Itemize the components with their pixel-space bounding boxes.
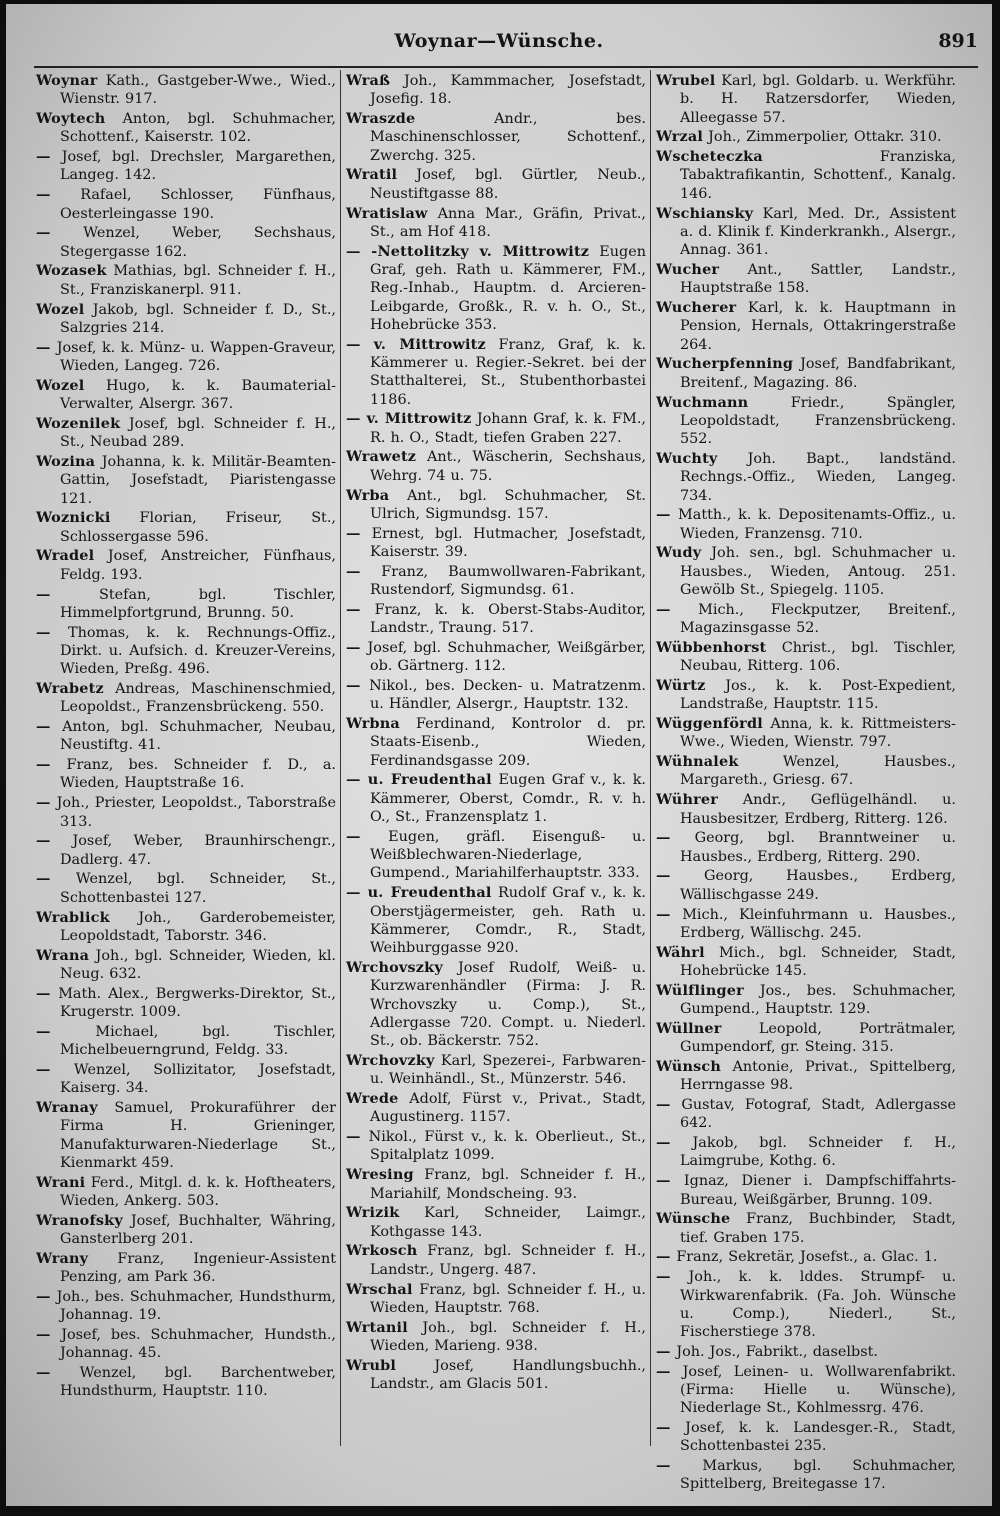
entry-surname: Wrba bbox=[346, 486, 390, 504]
directory-entry bbox=[656, 1363, 956, 1418]
directory-entry bbox=[346, 1052, 646, 1089]
directory-entry bbox=[36, 1023, 336, 1060]
entry-details: Ant., Wäscherin, Sechshaus, Wehrg. 74 u. 75. bbox=[370, 449, 646, 484]
entry-surname: — bbox=[656, 1342, 677, 1360]
entry-surname: Wrawetz bbox=[346, 448, 417, 466]
entry-details: Florian, Friseur, St., Schlossergasse 596. bbox=[60, 510, 336, 545]
directory-entry bbox=[346, 771, 646, 826]
entry-details: Rudolf Graf v., k. k. Oberstjägermeister, geh. Rath u. Kämmerer, Comdr., R., Stadt, Weihburggasse 920. bbox=[370, 885, 646, 957]
entry-surname: Wrubel bbox=[656, 72, 716, 89]
entry-details: Joh., k. k. lddes. Strumpf- u. Wirkwarenfabrik. (Fa. Joh. Wünsche u. Comp.), Niederl., St., Fischerstiege 378. bbox=[680, 1269, 956, 1341]
entry-details: Michael, bgl. Tischler, Michelbeuerngrund, Feldg. 33. bbox=[60, 1023, 336, 1059]
entry-surname: Wratislaw bbox=[346, 204, 428, 222]
entry-details: Joh. Bapt., landständ. Rechngs.-Offiz., Wieden, Langeg. 734. bbox=[680, 450, 957, 504]
directory-entry bbox=[346, 828, 646, 883]
entry-surname: — u. Freudenthal bbox=[346, 771, 492, 789]
directory-entry bbox=[346, 1204, 646, 1241]
directory-entry bbox=[36, 262, 336, 299]
directory-entry bbox=[346, 1166, 646, 1203]
entry-details: Mich., Kleinfuhrmann u. Hausbes., Erdberg, Wällischg. 245. bbox=[680, 906, 956, 941]
entry-details: Samuel, Prokuraführer der Firma H. Grieninger, Manufakturwaren-Niederlage St., Kienmarkt 459. bbox=[60, 1100, 336, 1171]
entry-surname: Wratil bbox=[346, 166, 398, 184]
entry-surname: — u. Freudenthal bbox=[346, 884, 492, 902]
entry-surname: — bbox=[656, 1172, 684, 1190]
entry-surname: — bbox=[346, 827, 389, 845]
directory-entry bbox=[346, 1242, 646, 1279]
directory-entry bbox=[656, 128, 956, 146]
directory-entry bbox=[346, 410, 646, 447]
directory-entry bbox=[346, 1319, 646, 1356]
directory-entry bbox=[36, 794, 336, 831]
entry-details: Josef, Handlungsbuchh., Landstr., am Glacis 501. bbox=[370, 1357, 646, 1392]
entry-details: Markus, bgl. Schuhmacher, Spittelberg, Breitegasse 17. bbox=[680, 1458, 956, 1493]
directory-entry bbox=[36, 985, 336, 1022]
directory-entry bbox=[656, 601, 956, 638]
directory-entry bbox=[36, 509, 336, 546]
entry-surname: — v. Mittrowitz bbox=[346, 410, 472, 428]
entry-details: Joh., bes. Schuhmacher, Hundsthurm, Johannag. 19. bbox=[56, 1289, 336, 1324]
entry-surname: — bbox=[36, 756, 67, 774]
entry-surname: — bbox=[36, 984, 59, 1002]
entry-details: Josef, k. k. Münz- u. Wappen-Graveur, Wieden, Langeg. 726. bbox=[56, 339, 337, 374]
directory-entry bbox=[346, 715, 646, 770]
entry-details: Ernest, bgl. Hutmacher, Josefstadt, Kaiserstr. 39. bbox=[370, 525, 646, 560]
entry-surname: — bbox=[656, 600, 699, 618]
entry-surname: Wrchovzky bbox=[346, 1051, 435, 1069]
entry-surname: — bbox=[346, 524, 372, 542]
entry-surname: Währl bbox=[656, 943, 705, 961]
directory-entry bbox=[346, 677, 646, 714]
directory-entry bbox=[346, 601, 646, 638]
directory-entry bbox=[656, 906, 956, 943]
directory-entry bbox=[36, 186, 336, 223]
entry-details: Joh., bgl. Schneider, Wieden, kl. Neug. 632. bbox=[60, 947, 336, 982]
entry-details: Joh., Priester, Leopoldst., Taborstraße 313. bbox=[56, 795, 336, 830]
directory-entry bbox=[36, 453, 336, 508]
entry-details: Rafael, Schlosser, Fünfhaus, Oesterleingasse 190. bbox=[60, 187, 336, 222]
entry-surname: Wuchty bbox=[656, 449, 718, 467]
entry-details: Wenzel, bgl. Schneider, St., Schottenbastei 127. bbox=[60, 871, 336, 906]
directory-entry bbox=[346, 110, 646, 165]
directory-entry bbox=[656, 299, 956, 354]
entry-surname: — bbox=[36, 186, 81, 204]
entry-surname: Wüggenfördl bbox=[656, 715, 763, 733]
directory-page bbox=[6, 4, 992, 1506]
directory-entry bbox=[36, 756, 336, 793]
directory-entry bbox=[36, 377, 336, 414]
entry-details: Kath., Gastgeber-Wwe., Wied., Wienstr. 917. bbox=[60, 73, 337, 108]
directory-entry bbox=[346, 525, 646, 562]
directory-entry bbox=[36, 224, 336, 261]
entry-details: Franz, Buchbinder, Stadt, tief. Graben 175. bbox=[680, 1211, 956, 1246]
entry-details: Josef, k. k. Landesger.-R., Stadt, Schottenbastei 235. bbox=[680, 1420, 956, 1455]
entry-details: Josef, bgl. Schneider f. H., St., Neubad 289. bbox=[60, 415, 337, 451]
directory-entry bbox=[656, 355, 956, 392]
entry-surname: — bbox=[656, 1134, 693, 1152]
entry-details: Franz, bgl. Schneider f. H., Mariahilf, Mondscheing. 93. bbox=[370, 1167, 646, 1202]
entry-surname: — bbox=[346, 600, 375, 618]
entry-details: Ant., bgl. Schuhmacher, St. Ulrich, Sigmundsg. 157. bbox=[370, 487, 647, 522]
entry-surname: Wresing bbox=[346, 1166, 414, 1184]
page-number: 891 bbox=[938, 30, 978, 52]
entry-details: Hugo, k. k. Baumaterial-Verwalter, Alsergr. 367. bbox=[60, 377, 336, 413]
directory-entry bbox=[656, 1134, 956, 1171]
directory-entry bbox=[346, 166, 646, 203]
directory-entry bbox=[656, 791, 956, 828]
entry-surname: Wucher bbox=[656, 260, 720, 278]
entry-surname: Wrtanil bbox=[346, 1318, 408, 1336]
entry-surname: Wrany bbox=[36, 1249, 89, 1267]
entry-details: Franziska, Tabaktrafikantin, Schottenf., Kanalg. 146. bbox=[680, 149, 956, 202]
entry-details: Joh., Kammmacher, Josefstadt, Josefig. 18. bbox=[370, 73, 647, 108]
entry-surname: Wrzal bbox=[656, 128, 704, 146]
entry-details: Josef, Bandfabrikant, Breitenf., Magazing. 86. bbox=[680, 356, 956, 391]
entry-surname: Woznicki bbox=[36, 509, 111, 527]
entry-details: Wenzel, Hausbes., Margareth., Griesg. 67. bbox=[680, 754, 957, 789]
entry-surname: — bbox=[36, 338, 57, 356]
entry-surname: Wschiansky bbox=[656, 204, 754, 222]
entry-surname: Wradel bbox=[36, 547, 95, 565]
entry-details: Josef, Buchhalter, Währing, Gansterlberg 201. bbox=[60, 1212, 337, 1248]
entry-surname: Wrana bbox=[36, 946, 90, 964]
entry-details: Wenzel, Sollizitator, Josefstadt, Kaiserg. 34. bbox=[60, 1061, 336, 1097]
entry-surname: — v. Mittrowitz bbox=[346, 335, 486, 353]
entry-surname: — bbox=[656, 1096, 682, 1114]
entry-details: Karl, Schneider, Laimgr., Kothgasse 143. bbox=[370, 1205, 647, 1240]
directory-entry bbox=[656, 944, 956, 981]
directory-entry bbox=[36, 870, 336, 907]
directory-entry bbox=[36, 1212, 336, 1249]
entry-details: Joh., bgl. Schneider f. H., Wieden, Marieng. 938. bbox=[370, 1319, 646, 1354]
entry-surname: Wührer bbox=[656, 791, 719, 809]
entry-details: Josef, Anstreicher, Fünfhaus, Feldg. 193. bbox=[60, 548, 336, 583]
directory-entry bbox=[346, 1128, 646, 1165]
entry-details: Adolf, Fürst v., Privat., Stadt, Augustinerg. 1157. bbox=[370, 1091, 646, 1126]
entry-details: Joh. Jos., Fabrikt., daselbst. bbox=[676, 1343, 878, 1360]
entry-details: Franz, Graf, k. k. Kämmerer u. Regier.-Sekret. bei der Statthalterei, St., Stubenthorbastei 1186. bbox=[370, 336, 646, 408]
directory-entry bbox=[346, 336, 646, 409]
directory-entry bbox=[656, 1268, 956, 1341]
entry-surname: Wrchovszky bbox=[346, 958, 443, 976]
entry-details: Georg, bgl. Branntweiner u. Hausbes., Erdberg, Ritterg. 290. bbox=[680, 830, 956, 865]
entry-surname: Wozina bbox=[36, 452, 96, 470]
entry-details: Karl, k. k. Hauptmann in Pension, Hernals, Ottakringerstraße 264. bbox=[680, 300, 956, 353]
directory-entry bbox=[36, 586, 336, 623]
entry-details: Karl, Spezerei-, Farbwaren- u. Weinhändl., St., Münzerstr. 546. bbox=[370, 1052, 646, 1088]
entry-details: Josef, Weber, Braunhirschengr., Dadlerg. 47. bbox=[60, 833, 336, 868]
directory-entry bbox=[36, 1326, 336, 1363]
directory-entry bbox=[346, 1281, 646, 1318]
column-1 bbox=[36, 72, 336, 1402]
entry-surname: — bbox=[36, 832, 73, 850]
entry-details: Wenzel, bgl. Barchentweber, Hundsthurm, Hauptstr. 110. bbox=[60, 1365, 336, 1400]
entry-details: Anna Mar., Gräfin, Privat., St., am Hof 418. bbox=[370, 205, 646, 240]
entry-details: Karl, bgl. Goldarb. u. Werkführ. b. H. Ratzersdorfer, Wieden, Alleegasse 57. bbox=[680, 73, 956, 126]
column-divider bbox=[340, 70, 341, 1446]
entry-surname: Wünsche bbox=[656, 1210, 731, 1228]
entry-details: Jos., bes. Schuhmacher, Gumpend., Hauptstr. 129. bbox=[680, 982, 957, 1018]
directory-entry bbox=[36, 148, 336, 185]
directory-entry bbox=[656, 1096, 956, 1133]
directory-entry bbox=[346, 448, 646, 485]
entry-surname: Wozel bbox=[36, 376, 85, 394]
entry-surname: — bbox=[656, 829, 695, 847]
directory-entry bbox=[656, 715, 956, 752]
entry-surname: Wrizik bbox=[346, 1204, 400, 1222]
directory-entry bbox=[346, 243, 646, 334]
entry-surname: — bbox=[36, 224, 84, 242]
entry-details: Franz, Ingenieur-Assistent Penzing, am Park 36. bbox=[60, 1250, 336, 1286]
directory-entry bbox=[346, 205, 646, 242]
directory-entry bbox=[346, 1357, 646, 1394]
entry-details: Karl, Med. Dr., Assistent a. d. Klinik f. Kinderkrankh., Alsergr., Annag. 361. bbox=[680, 205, 956, 259]
entry-details: Nikol., Fürst v., k. k. Oberlieut., St., Spitalplatz 1099. bbox=[368, 1129, 646, 1164]
entry-details: Eugen Graf, geh. Rath u. Kämmerer, FM., Reg.-Inhab., Hauptm. d. Arcieren-Leibgarde, Großk., R. v. h. O., St., Hohebrücke 353. bbox=[370, 243, 647, 333]
entry-surname: — bbox=[656, 1248, 677, 1266]
directory-entry bbox=[656, 544, 956, 599]
entry-details: Antonie, Privat., Spittelberg, Herrngasse 98. bbox=[680, 1058, 956, 1094]
entry-surname: — bbox=[656, 506, 679, 524]
entry-surname: Würtz bbox=[656, 677, 706, 694]
entry-details: Eugen Graf v., k. k. Kämmerer, Oberst, Comdr., R. v. h. O., St., Franzensplatz 1. bbox=[370, 772, 646, 826]
entry-surname: Wudy bbox=[656, 544, 702, 562]
directory-entry bbox=[656, 1343, 956, 1361]
directory-entry bbox=[36, 72, 336, 109]
entry-surname: Wrani bbox=[36, 1173, 86, 1191]
directory-entry bbox=[36, 947, 336, 984]
entry-surname: Wozasek bbox=[36, 262, 107, 280]
entry-surname: — bbox=[36, 1326, 62, 1344]
entry-details: Andr., bes. Maschinenschlosser, Schottenf., Zwerchg. 325. bbox=[370, 111, 646, 164]
directory-entry bbox=[36, 1364, 336, 1401]
header-rule bbox=[34, 66, 978, 68]
entry-surname: — bbox=[36, 585, 100, 603]
entry-surname: Wrede bbox=[346, 1090, 399, 1108]
entry-details: Joh. sen., bgl. Schuhmacher u. Hausbes., Wieden, Antoug. 251. Gewölb St., Spiegelg. 1105. bbox=[680, 545, 956, 599]
directory-entry bbox=[36, 1099, 336, 1172]
entry-surname: Wucherer bbox=[656, 299, 737, 317]
entry-surname: — bbox=[346, 677, 370, 694]
entry-details: Josef, Leinen- u. Wollwarenfabrikt. (Firma: Hielle u. Wünsche), Niederlage St., Kohlmessrg. 476. bbox=[680, 1363, 956, 1417]
page-header bbox=[6, 30, 992, 64]
entry-surname: — bbox=[36, 148, 62, 166]
entry-details: Andr., Geflügelhändl. u. Hausbesitzer, Erdberg, Ritterg. 126. bbox=[680, 792, 956, 827]
entry-surname: — bbox=[656, 1268, 689, 1286]
entry-details: Franz, bgl. Schneider f. H., u. Wieden, Hauptstr. 768. bbox=[370, 1281, 647, 1316]
directory-entry bbox=[656, 1457, 956, 1494]
entry-details: Georg, Hausbes., Erdberg, Wällischgasse 249. bbox=[680, 868, 956, 903]
entry-details: Christ., bgl. Tischler, Neubau, Ritterg. 106. bbox=[680, 639, 956, 675]
directory-entry bbox=[656, 677, 956, 714]
directory-entry bbox=[656, 1172, 956, 1209]
entry-details: Josef, bgl. Schuhmacher, Weißgärber, ob. Gärtnerg. 112. bbox=[367, 639, 646, 675]
entry-details: Andreas, Maschinenschmied, Leopoldst., Franzensbrückeng. 550. bbox=[60, 681, 337, 716]
entry-surname: Wübbenhorst bbox=[656, 638, 767, 656]
directory-entry bbox=[656, 506, 956, 543]
column-2 bbox=[346, 72, 646, 1395]
entry-surname: Wranay bbox=[36, 1099, 98, 1117]
entry-details: Joh., Zimmerpolier, Ottakr. 310. bbox=[708, 129, 942, 146]
entry-surname: — -Nettolitzky v. Mittrowitz bbox=[346, 242, 590, 260]
directory-entry bbox=[36, 301, 336, 338]
entry-details: Johanna, k. k. Militär-Beamten-Gattin, Josefstadt, Piaristengasse 121. bbox=[60, 453, 337, 507]
entry-details: Friedr., Spängler, Leopoldstadt, Franzensbrückeng. 552. bbox=[680, 394, 956, 448]
entry-surname: — bbox=[656, 1419, 686, 1437]
entry-surname: Woytech bbox=[36, 110, 106, 128]
directory-entry bbox=[36, 339, 336, 376]
entry-surname: — bbox=[656, 1362, 683, 1380]
entry-surname: Wrbna bbox=[346, 715, 400, 733]
directory-entry bbox=[656, 148, 956, 203]
directory-entry bbox=[346, 639, 646, 676]
directory-entry bbox=[656, 205, 956, 260]
entry-details: Ignaz, Diener i. Dampfschiffahrts-Bureau, Weißgärber, Brunng. 109. bbox=[680, 1173, 956, 1208]
entry-details: Josef, bes. Schuhmacher, Hundsth., Johannag. 45. bbox=[60, 1327, 336, 1362]
entry-surname: Wozel bbox=[36, 300, 85, 318]
entry-surname: Woynar bbox=[36, 72, 98, 89]
entry-details: Leopold, Porträtmaler, Gumpendorf, gr. Steing. 315. bbox=[680, 1020, 956, 1056]
directory-entry bbox=[656, 1248, 956, 1266]
entry-details: Franz, Sekretär, Josefst., a. Glac. 1. bbox=[676, 1249, 938, 1266]
entry-surname: Wrkosch bbox=[346, 1242, 418, 1260]
entry-details: Nikol., bes. Decken- u. Matratzenm. u. Händler, Alsergr., Hauptstr. 132. bbox=[369, 678, 646, 713]
entry-details: Joh., Garderobemeister, Leopoldstadt, Taborstr. 346. bbox=[60, 909, 336, 944]
directory-entry bbox=[346, 884, 646, 957]
entry-details: Josef Rudolf, Weiß- u. Kurzwarenhändler (Firma: J. R. Wrchovszky u. Comp.), St., Adlergasse 720. Compt. u. Niederl. St., ob. Bäckerstr. 752. bbox=[370, 959, 646, 1050]
entry-details: Eugen, gräfl. Eisenguß- u. Weißblechwaren-Niederlage, Gumpend., Mariahilferhauptstr. 333. bbox=[370, 828, 646, 882]
entry-details: Anton, bgl. Schuhmacher, Schottenf., Kaiserstr. 102. bbox=[60, 111, 336, 146]
directory-entry bbox=[656, 829, 956, 866]
entry-details: Anna, k. k. Rittmeisters-Wwe., Wieden, Wienstr. 797. bbox=[680, 716, 956, 751]
directory-entry bbox=[656, 261, 956, 298]
entry-surname: Wüllner bbox=[656, 1019, 722, 1037]
directory-entry bbox=[346, 72, 646, 109]
entry-surname: Wraszde bbox=[346, 110, 416, 128]
entry-details: Gustav, Fotograf, Stadt, Adlergasse 642. bbox=[680, 1097, 956, 1132]
entry-surname: Wuchmann bbox=[656, 393, 749, 411]
entry-details: Johann Graf, k. k. FM., R. h. O., Stadt, tiefen Graben 227. bbox=[370, 411, 646, 446]
directory-entry bbox=[346, 1090, 646, 1127]
entry-surname: — bbox=[346, 562, 382, 580]
entry-surname: Wscheteczka bbox=[656, 148, 763, 166]
directory-entry bbox=[36, 1250, 336, 1287]
entry-surname: Wühnalek bbox=[656, 753, 739, 771]
entry-surname: — bbox=[36, 870, 76, 888]
entry-surname: — bbox=[36, 1022, 96, 1040]
directory-entry bbox=[656, 982, 956, 1019]
entry-details: Franz, Baumwollwaren-Fabrikant, Rustendorf, Sigmundsg. 61. bbox=[370, 563, 646, 599]
column-divider bbox=[650, 70, 651, 1446]
entry-details: Thomas, k. k. Rechnungs-Offiz., Dirkt. u. Aufsich. d. Kreuzer-Vereins, Wieden, Preßg. 496. bbox=[60, 624, 336, 678]
entry-details: Jakob, bgl. Schneider f. D., St., Salzgries 214. bbox=[60, 301, 336, 336]
entry-details: Stefan, bgl. Tischler, Himmelpfortgrund, Brunng. 50. bbox=[60, 586, 336, 621]
directory-entry bbox=[656, 639, 956, 676]
directory-entry bbox=[36, 415, 336, 452]
entry-details: Franz, bes. Schneider f. D., a. Wieden, Hauptstraße 16. bbox=[60, 757, 336, 792]
entry-surname: — bbox=[36, 1060, 74, 1078]
entry-surname: Wraß bbox=[346, 72, 391, 89]
entry-details: Mathias, bgl. Schneider f. H., St., Franziskanerpl. 911. bbox=[60, 263, 337, 298]
entry-surname: — bbox=[36, 718, 63, 736]
entry-details: Jakob, bgl. Schneider f. H., Laimgrube, Kothg. 6. bbox=[680, 1135, 956, 1170]
directory-entry bbox=[36, 832, 336, 869]
directory-entry bbox=[656, 1419, 956, 1456]
directory-entry bbox=[36, 1174, 336, 1211]
entry-surname: — bbox=[36, 1364, 80, 1382]
directory-entry bbox=[656, 1020, 956, 1057]
entry-surname: Wrschal bbox=[346, 1280, 413, 1298]
directory-entry bbox=[656, 1210, 956, 1247]
directory-entry bbox=[656, 394, 956, 449]
directory-entry bbox=[346, 959, 646, 1050]
entry-details: Mich., Fleckputzer, Breitenf., Magazinsgasse 52. bbox=[680, 601, 956, 637]
entry-details: Ferd., Mitgl. d. k. k. Hoftheaters, Wieden, Ankerg. 503. bbox=[60, 1174, 336, 1210]
directory-entry bbox=[36, 1288, 336, 1325]
directory-entry bbox=[346, 563, 646, 600]
directory-entry bbox=[656, 72, 956, 127]
entry-surname: Wrablick bbox=[36, 908, 110, 926]
entry-surname: — bbox=[346, 638, 368, 656]
entry-surname: Wrubl bbox=[346, 1356, 397, 1374]
directory-entry bbox=[36, 547, 336, 584]
entry-details: Franz, bgl. Schneider f. H., Landstr., Ungerg. 487. bbox=[370, 1243, 646, 1278]
entry-surname: Wülflinger bbox=[656, 981, 744, 999]
page-title: Woynar—Wünsche. bbox=[394, 30, 604, 52]
directory-entry bbox=[36, 909, 336, 946]
entry-details: Mich., bgl. Schneider, Stadt, Hohebrücke 145. bbox=[680, 944, 956, 979]
entry-details: Ant., Sattler, Landstr., Hauptstraße 158. bbox=[680, 261, 956, 297]
directory-entry bbox=[36, 110, 336, 147]
entry-details: Josef, bgl. Gürtler, Neub., Neustiftgasse 88. bbox=[370, 167, 647, 202]
directory-entry bbox=[36, 624, 336, 679]
entry-surname: — bbox=[656, 867, 705, 885]
entry-surname: Wucherpfenning bbox=[656, 355, 794, 373]
entry-surname: — bbox=[656, 1457, 703, 1475]
entry-details: Jos., k. k. Post-Expedient, Landstraße, Hauptstr. 115. bbox=[680, 678, 956, 713]
directory-entry bbox=[36, 718, 336, 755]
directory-entry bbox=[346, 487, 646, 524]
entry-details: Matth., k. k. Depositenamts-Offiz., u. Wieden, Franzensg. 710. bbox=[678, 507, 956, 542]
directory-entry bbox=[656, 1058, 956, 1095]
directory-entry bbox=[656, 450, 956, 505]
column-3 bbox=[656, 72, 956, 1495]
entry-surname: — bbox=[656, 905, 683, 923]
entry-surname: — bbox=[36, 1288, 57, 1305]
entry-surname: — bbox=[36, 623, 69, 641]
directory-entry bbox=[656, 753, 956, 790]
entry-surname: — bbox=[36, 794, 57, 812]
entry-details: Wenzel, Weber, Sechshaus, Stegergasse 162. bbox=[60, 225, 336, 260]
directory-entry bbox=[656, 867, 956, 904]
directory-entry bbox=[36, 1061, 336, 1098]
entry-surname: Wrabetz bbox=[36, 680, 104, 697]
entry-surname: Wozenilek bbox=[36, 414, 121, 432]
entry-details: Ferdinand, Kontrolor d. pr. Staats-Eisenb., Wieden, Ferdinandsgasse 209. bbox=[370, 716, 647, 769]
entry-surname: — bbox=[346, 1128, 369, 1146]
entry-details: Josef, bgl. Drechsler, Margarethen, Langeg. 142. bbox=[60, 149, 336, 184]
entry-details: Anton, bgl. Schuhmacher, Neubau, Neustiftg. 41. bbox=[60, 719, 336, 754]
entry-details: Franz, k. k. Oberst-Stabs-Auditor, Landstr., Traung. 517. bbox=[370, 601, 646, 637]
directory-entry bbox=[36, 680, 336, 717]
entry-surname: Wünsch bbox=[656, 1057, 722, 1075]
entry-details: Math. Alex., Bergwerks-Direktor, St., Krugerstr. 1009. bbox=[58, 985, 336, 1021]
entry-surname: Wranofsky bbox=[36, 1211, 123, 1229]
